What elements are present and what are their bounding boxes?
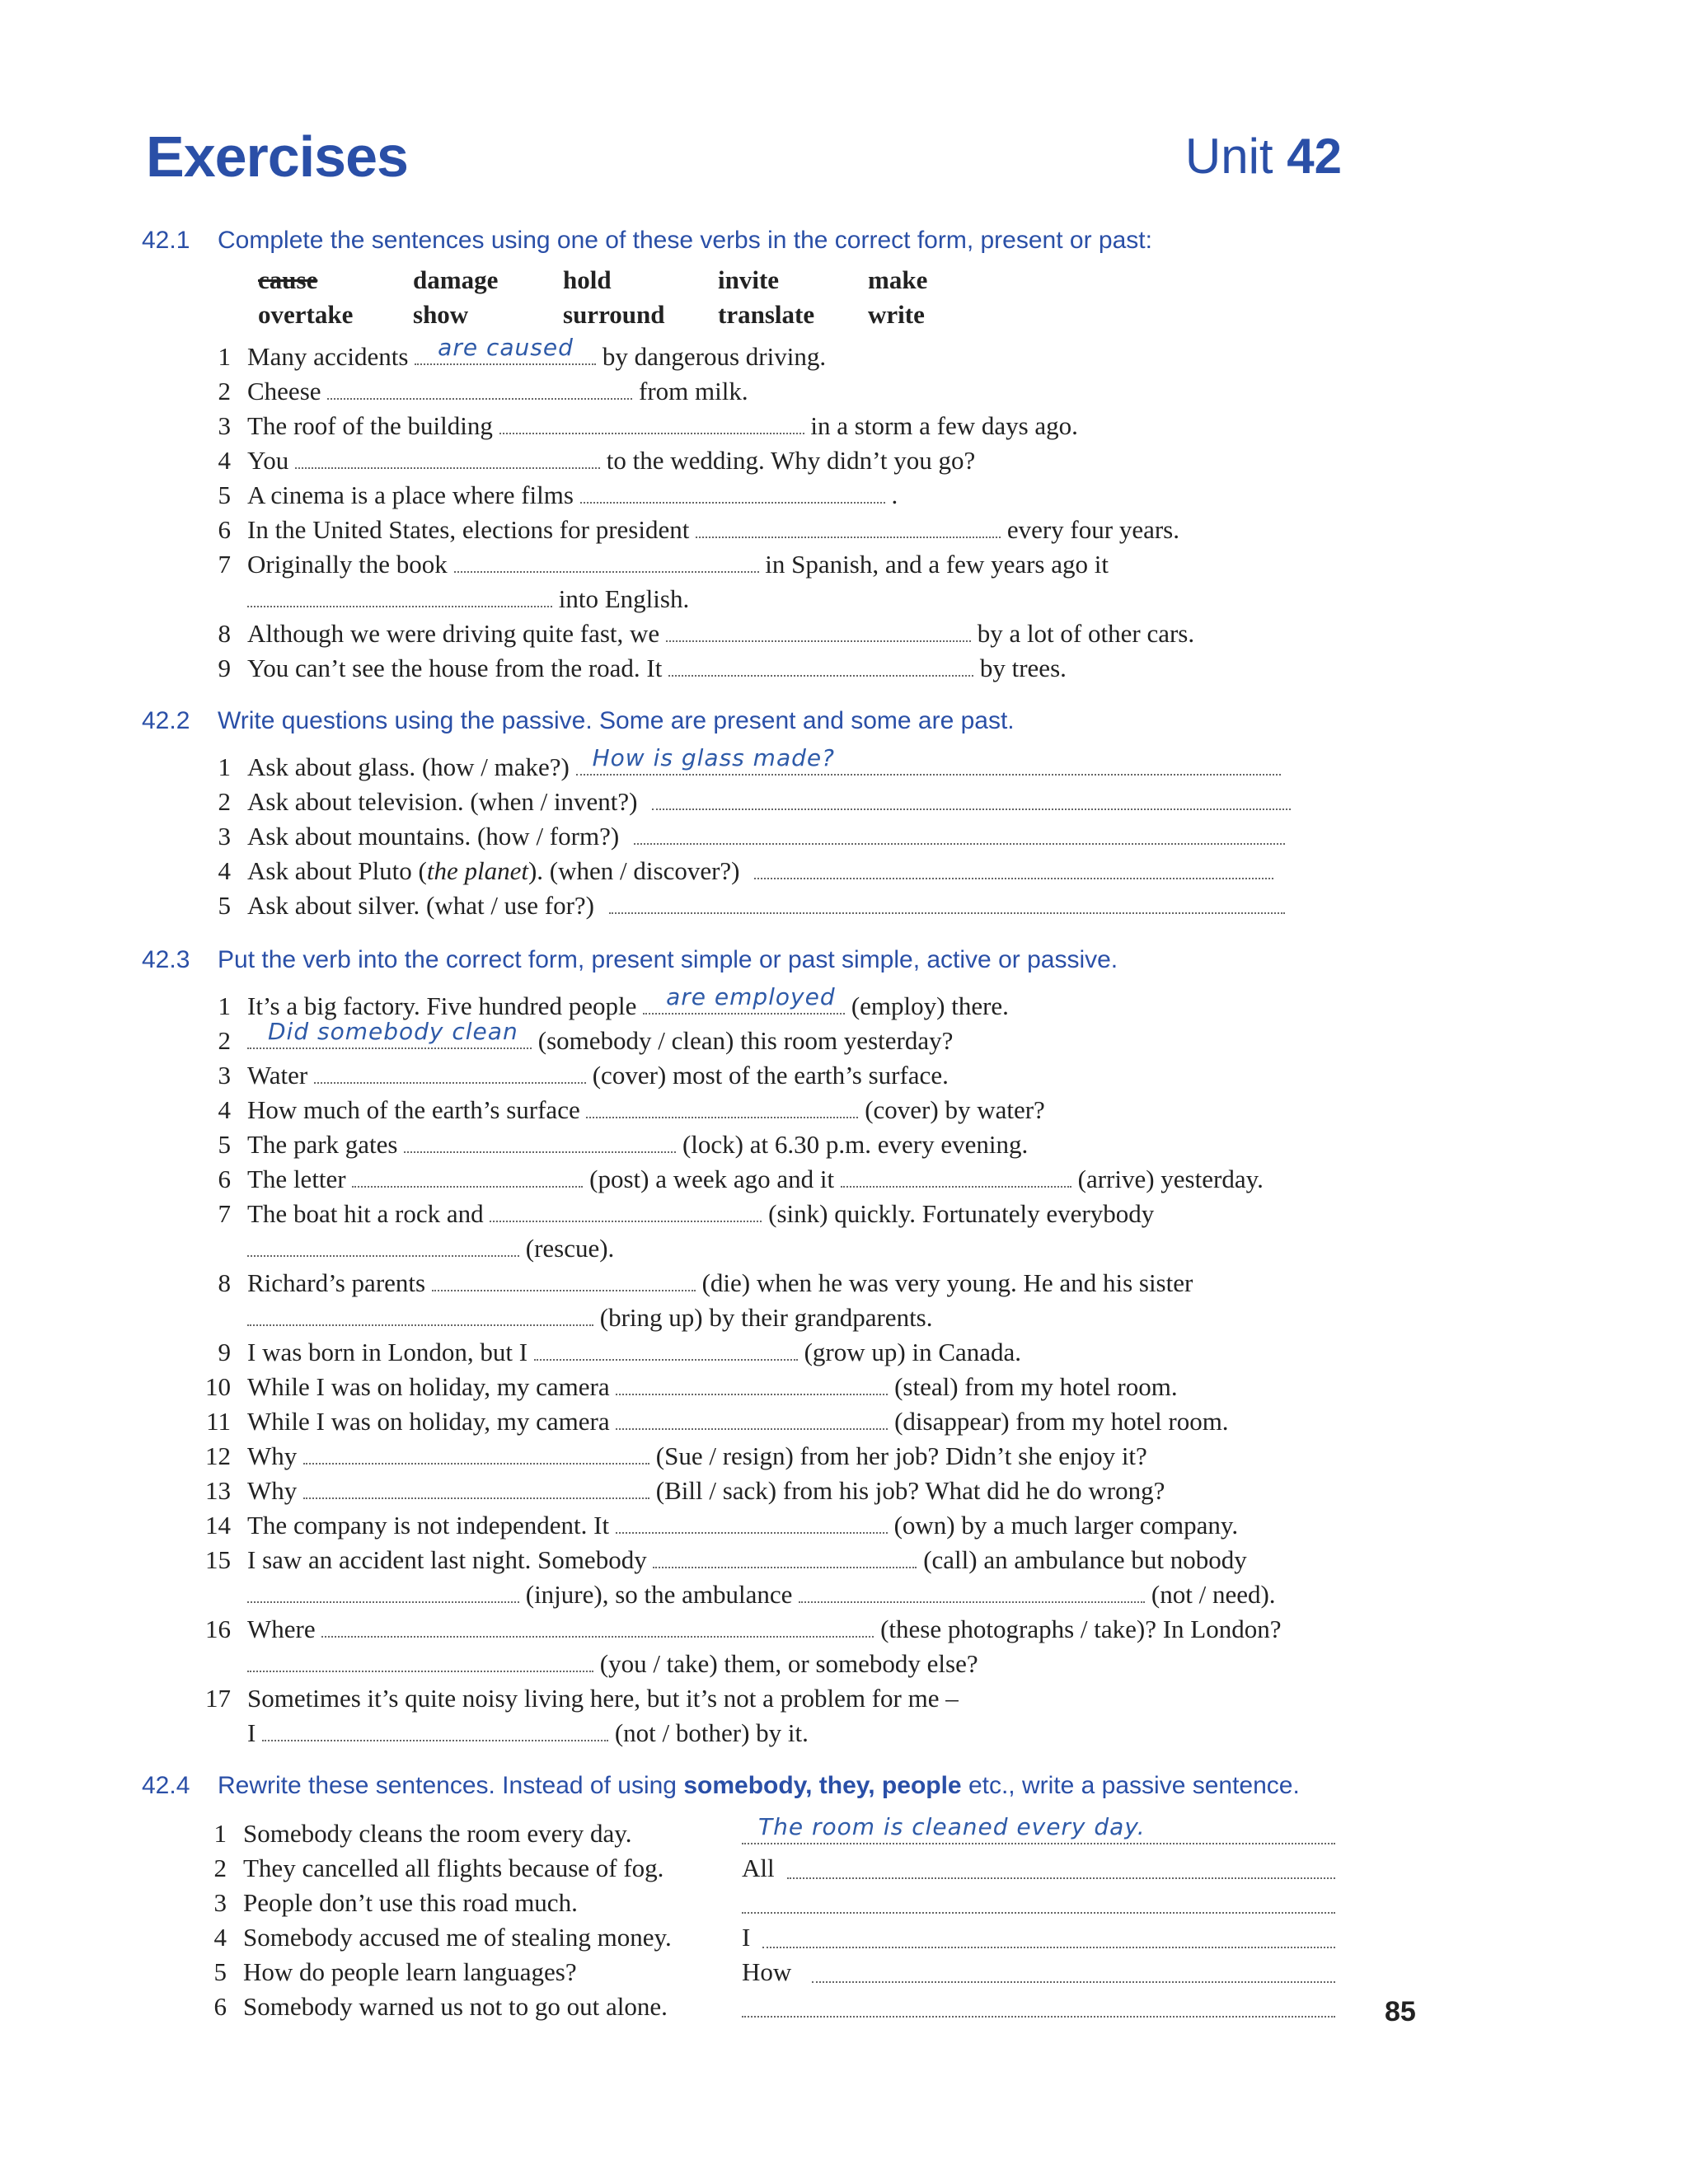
handwritten-answer: are caused [438, 334, 574, 361]
item-number: 6 [218, 1165, 231, 1193]
item-text: (not / need). [1151, 1580, 1276, 1609]
answer-blank[interactable] [580, 482, 885, 504]
exercise-item-continuation [247, 1302, 933, 1333]
unit-label [1185, 128, 1342, 185]
exercise-item [206, 549, 1109, 580]
exercise-item [206, 1544, 1247, 1576]
item-text: . [891, 480, 898, 509]
answer-blank[interactable] [490, 1201, 762, 1222]
answer-blank[interactable] [616, 1408, 888, 1430]
item-number: 1 [218, 752, 231, 781]
answer-blank[interactable] [247, 586, 552, 607]
item-text: Where [247, 1615, 316, 1643]
verb-word: damage [413, 265, 499, 294]
item-text: every four years. [1006, 515, 1179, 544]
exercise-item [206, 445, 975, 476]
exercise-number: 42.2 [142, 707, 190, 734]
answer-blank[interactable] [247, 1305, 593, 1326]
item-text: How much of the earth’s surface [247, 1095, 580, 1124]
item-text: You can’t see the house from the road. It [247, 654, 663, 682]
answer-blank[interactable] [634, 823, 1285, 845]
item-text: Richard’s parents [247, 1268, 426, 1297]
exercise-number: 42.3 [142, 946, 190, 973]
item-text: (employ) there. [851, 991, 1009, 1020]
item-text: (die) when he was very young. He and his sister [701, 1268, 1193, 1297]
item-text: (cover) most of the earth’s surface. [592, 1061, 949, 1090]
answer-blank[interactable] [314, 1062, 586, 1084]
item-text: Somebody accused me of stealing money. [243, 1923, 672, 1952]
answer-blank[interactable] [499, 413, 804, 434]
item-text: by a lot of other cars. [977, 619, 1195, 648]
answer-blank[interactable] [812, 1961, 1335, 1983]
item-text: The boat hit a rock and [247, 1199, 484, 1228]
answer-blank[interactable] [586, 1097, 858, 1118]
item-text: in Spanish, and a few years ago it [765, 550, 1109, 579]
item-text: Many accidents [247, 342, 409, 371]
item-number: 5 [218, 891, 231, 920]
item-number: 5 [218, 1130, 231, 1159]
item-text: (injure), so the ambulance [525, 1580, 793, 1609]
handwritten-answer: are employed [666, 983, 836, 1010]
exercise-item [206, 1060, 949, 1091]
item-text: Somebody cleans the room every day. [243, 1819, 632, 1848]
exercise-instruction: Write questions using the passive. Some are present and some are past. [218, 707, 1015, 734]
answer-start: I [742, 1923, 751, 1952]
item-number: 17 [205, 1684, 231, 1713]
item-text: (arrive) yesterday. [1077, 1165, 1264, 1193]
item-number: 13 [205, 1476, 231, 1505]
answer-blank[interactable] [742, 1813, 1335, 1844]
item-text: (cover) by water? [865, 1095, 1045, 1124]
item-number: 4 [218, 1095, 231, 1124]
handwritten-answer: Did somebody clean [268, 1018, 518, 1045]
exercise-instruction-bold: somebody, they, people [683, 1772, 962, 1799]
verb-word: cause [258, 265, 318, 294]
answer-blank[interactable] [295, 448, 600, 469]
item-text: (own) by a much larger company. [893, 1511, 1239, 1540]
item-number: 15 [205, 1545, 231, 1574]
answer-blank[interactable] [262, 1720, 608, 1741]
item-number: 11 [206, 1407, 231, 1436]
answer-blank[interactable] [415, 334, 596, 365]
item-text: How do people learn languages? [243, 1957, 577, 1986]
answer-blank[interactable] [742, 1996, 1335, 2018]
item-text: Ask about glass. (how / make?) [247, 752, 570, 781]
exercise-item-continuation [247, 1579, 1276, 1610]
item-text: In the United States, elections for president [247, 515, 690, 544]
item-number: 2 [218, 377, 231, 405]
exercise-item [206, 618, 1194, 649]
item-text: in a storm a few days ago. [810, 411, 1078, 440]
exercise-item [206, 514, 1179, 546]
exercise-item [206, 334, 827, 373]
item-number: 2 [213, 1854, 227, 1882]
exercise-instruction: etc., write a passive sentence. [961, 1772, 1300, 1799]
exercise-instruction: Rewrite these sentences. Instead of using [218, 1772, 684, 1799]
item-text: A cinema is a place where films [247, 480, 574, 509]
item-text: (not / bother) by it. [614, 1718, 809, 1747]
verb-word: surround [563, 300, 665, 329]
answer-start: How [742, 1957, 792, 1986]
item-text: (Bill / sack) from his job? What did he do wrong? [655, 1476, 1165, 1505]
handwritten-answer: The room is cleaned every day. [758, 1813, 1146, 1840]
answer-blank[interactable] [321, 1616, 874, 1638]
exercise-item [206, 821, 1285, 852]
exercise-item [206, 1268, 1193, 1299]
item-number: 1 [218, 991, 231, 1020]
item-number: 4 [218, 856, 231, 885]
item-text: (Sue / resign) from her job? Didn’t she enjoy it? [655, 1441, 1147, 1470]
answer-blank[interactable] [652, 789, 1291, 810]
item-number: 4 [213, 1923, 227, 1952]
verb-word: overtake [258, 300, 354, 329]
item-text: The roof of the building [247, 411, 493, 440]
item-text: Originally the book [247, 550, 448, 579]
answer-blank[interactable] [668, 655, 973, 677]
answer-blank[interactable] [609, 893, 1285, 914]
exercise-item [206, 890, 1285, 921]
item-text: It’s a big factory. Five hundred people [247, 991, 637, 1020]
item-number: 7 [218, 1199, 231, 1228]
item-text: The company is not independent. It [247, 1511, 610, 1540]
item-text: ). (when / discover?) [528, 856, 740, 885]
item-number: 1 [218, 342, 231, 371]
answer-blank[interactable] [696, 517, 1001, 538]
item-text: Somebody warned us not to go out alone. [243, 1992, 668, 2021]
item-text: They cancelled all flights because of fog. [243, 1854, 664, 1882]
answer-blank[interactable] [576, 744, 1281, 776]
item-text: (these photographs / take)? In London? [880, 1615, 1282, 1643]
answer-blank[interactable] [303, 1443, 649, 1465]
verb-word: write [868, 300, 925, 329]
item-text: (sink) quickly. Fortunately everybody [768, 1199, 1155, 1228]
item-number: 3 [218, 822, 231, 851]
answer-blank[interactable] [616, 1512, 888, 1534]
item-number: 9 [218, 1338, 231, 1366]
exercise-item [206, 1094, 1045, 1126]
exercise-instruction: Complete the sentences using one of these verbs in the correct form, present or past: [218, 227, 1152, 254]
unit-word: Unit [1184, 129, 1273, 184]
item-text: (steal) from my hotel room. [894, 1372, 1178, 1401]
item-text: Ask about silver. (what / use for?) [247, 891, 594, 920]
exercise-item [206, 1198, 1154, 1230]
item-text: (rescue). [525, 1234, 615, 1263]
item-number: 12 [205, 1441, 231, 1470]
exercise-42-3-heading [142, 946, 1118, 974]
answer-blank[interactable] [454, 551, 759, 573]
item-text: I [247, 1718, 256, 1747]
exercise-item [206, 1018, 954, 1057]
exercise-42-2-heading [142, 707, 1015, 735]
exercise-item [206, 1406, 1229, 1437]
item-text: You [247, 446, 289, 475]
exercise-item [206, 1129, 1028, 1160]
item-text: Ask about mountains. (how / form?) [247, 822, 620, 851]
item-number: 10 [205, 1372, 231, 1401]
answer-blank[interactable] [653, 1547, 917, 1568]
item-text: While I was on holiday, my camera [247, 1407, 610, 1436]
answer-blank[interactable] [247, 1651, 593, 1672]
answer-blank[interactable] [247, 1582, 519, 1603]
item-text: Water [247, 1061, 308, 1090]
exercise-item [206, 1683, 959, 1714]
item-text: Ask about television. (when / invent?) [247, 787, 638, 816]
item-text: I was born in London, but I [247, 1338, 528, 1366]
exercise-item [206, 1164, 1264, 1195]
answer-blank[interactable] [247, 1018, 532, 1049]
item-text: Cheese [247, 377, 321, 405]
exercise-item [206, 653, 1067, 684]
exercise-item [206, 855, 1273, 887]
answer-blank[interactable] [247, 1235, 519, 1257]
answer-blank[interactable] [754, 858, 1273, 879]
item-text: Why [247, 1476, 298, 1505]
handwritten-answer: How is glass made? [592, 744, 835, 771]
item-number: 6 [218, 515, 231, 544]
answer-blank[interactable] [616, 1374, 888, 1395]
item-text: Why [247, 1441, 298, 1470]
item-text: (somebody / clean) this room yesterday? [537, 1026, 954, 1055]
page-title: Exercises [146, 124, 408, 189]
item-text: by dangerous driving. [602, 342, 827, 371]
answer-blank[interactable] [432, 1270, 696, 1291]
item-text: While I was on holiday, my camera [247, 1372, 610, 1401]
exercise-item-continuation [247, 1648, 978, 1680]
exercise-item [206, 480, 898, 511]
exercise-42-1-heading [142, 227, 1152, 255]
item-number: 8 [218, 1268, 231, 1297]
exercise-number: 42.1 [142, 227, 190, 254]
answer-blank[interactable] [787, 1858, 1335, 1879]
exercise-item [206, 744, 1281, 783]
answer-blank[interactable] [534, 1339, 798, 1361]
answer-blank[interactable] [643, 983, 845, 1015]
verb-word: make [868, 265, 928, 294]
exercise-item [206, 1510, 1238, 1541]
unit-number: 42 [1287, 129, 1342, 184]
item-text: (lock) at 6.30 p.m. every evening. [682, 1130, 1029, 1159]
item-text: (bring up) by their grandparents. [599, 1303, 933, 1332]
item-text: (disappear) from my hotel room. [894, 1407, 1229, 1436]
answer-blank[interactable] [742, 1892, 1335, 1914]
item-text: I saw an accident last night. Somebody [247, 1545, 647, 1574]
verb-word: show [413, 300, 469, 329]
item-number: 14 [205, 1511, 231, 1540]
item-text: Although we were driving quite fast, we [247, 619, 660, 648]
item-italic: the planet [426, 856, 528, 885]
item-text: from milk. [639, 377, 748, 405]
item-text: The park gates [247, 1130, 398, 1159]
verb-word: hold [563, 265, 612, 294]
exercise-item [206, 1441, 1147, 1472]
answer-blank[interactable] [303, 1478, 649, 1499]
exercise-item-continuation [247, 1718, 809, 1749]
answer-blank[interactable] [352, 1166, 583, 1188]
item-number: 5 [218, 480, 231, 509]
item-text: People don’t use this road much. [243, 1888, 578, 1917]
verb-word: translate [718, 300, 815, 329]
item-text: Sometimes it’s quite noisy living here, but it’s not a problem for me – [247, 1684, 959, 1713]
item-number: 5 [213, 1957, 227, 1986]
exercise-42-4-heading [142, 1772, 1300, 1800]
exercise-item-continuation [247, 583, 689, 615]
verb-word: invite [718, 265, 780, 294]
item-text: The letter [247, 1165, 346, 1193]
exercise-item [206, 1475, 1165, 1507]
answer-blank[interactable] [666, 621, 971, 642]
exercise-item [206, 410, 1078, 442]
answer-blank[interactable] [327, 378, 632, 400]
item-number: 1 [213, 1819, 227, 1848]
item-text: (call) an ambulance but nobody [923, 1545, 1247, 1574]
item-number: 3 [218, 411, 231, 440]
item-number: 7 [218, 550, 231, 579]
item-number: 8 [218, 619, 231, 648]
exercise-item [206, 1337, 1021, 1368]
answer-blank[interactable] [404, 1132, 676, 1153]
exercise-instruction: Put the verb into the correct form, present simple or past simple, active or passive. [218, 946, 1118, 973]
page-number: 85 [1385, 1996, 1416, 2027]
exercise-item [206, 1371, 1178, 1403]
item-text: to the wedding. Why didn’t you go? [606, 446, 976, 475]
exercise-item-continuation [247, 1233, 614, 1264]
exercise-number: 42.4 [142, 1772, 190, 1799]
answer-start: All [742, 1854, 775, 1882]
answer-blank[interactable] [841, 1166, 1071, 1188]
item-text: Ask about Pluto ( [247, 856, 427, 885]
item-number: 3 [218, 1061, 231, 1090]
item-text: by trees. [979, 654, 1067, 682]
item-number: 6 [213, 1992, 227, 2021]
item-text: (post) a week ago and it [589, 1165, 835, 1193]
answer-blank[interactable] [799, 1582, 1145, 1603]
exercise-item [206, 1614, 1281, 1645]
item-text: (grow up) in Canada. [804, 1338, 1022, 1366]
item-number: 2 [218, 1026, 231, 1055]
item-number: 16 [205, 1615, 231, 1643]
item-number: 3 [213, 1888, 227, 1917]
item-number: 4 [218, 446, 231, 475]
item-text: (you / take) them, or somebody else? [599, 1649, 978, 1678]
item-number: 2 [218, 787, 231, 816]
exercise-item [206, 786, 1291, 818]
item-text: into English. [558, 584, 690, 613]
answer-blank[interactable] [762, 1927, 1335, 1948]
exercise-item [206, 376, 748, 407]
item-number: 9 [218, 654, 231, 682]
